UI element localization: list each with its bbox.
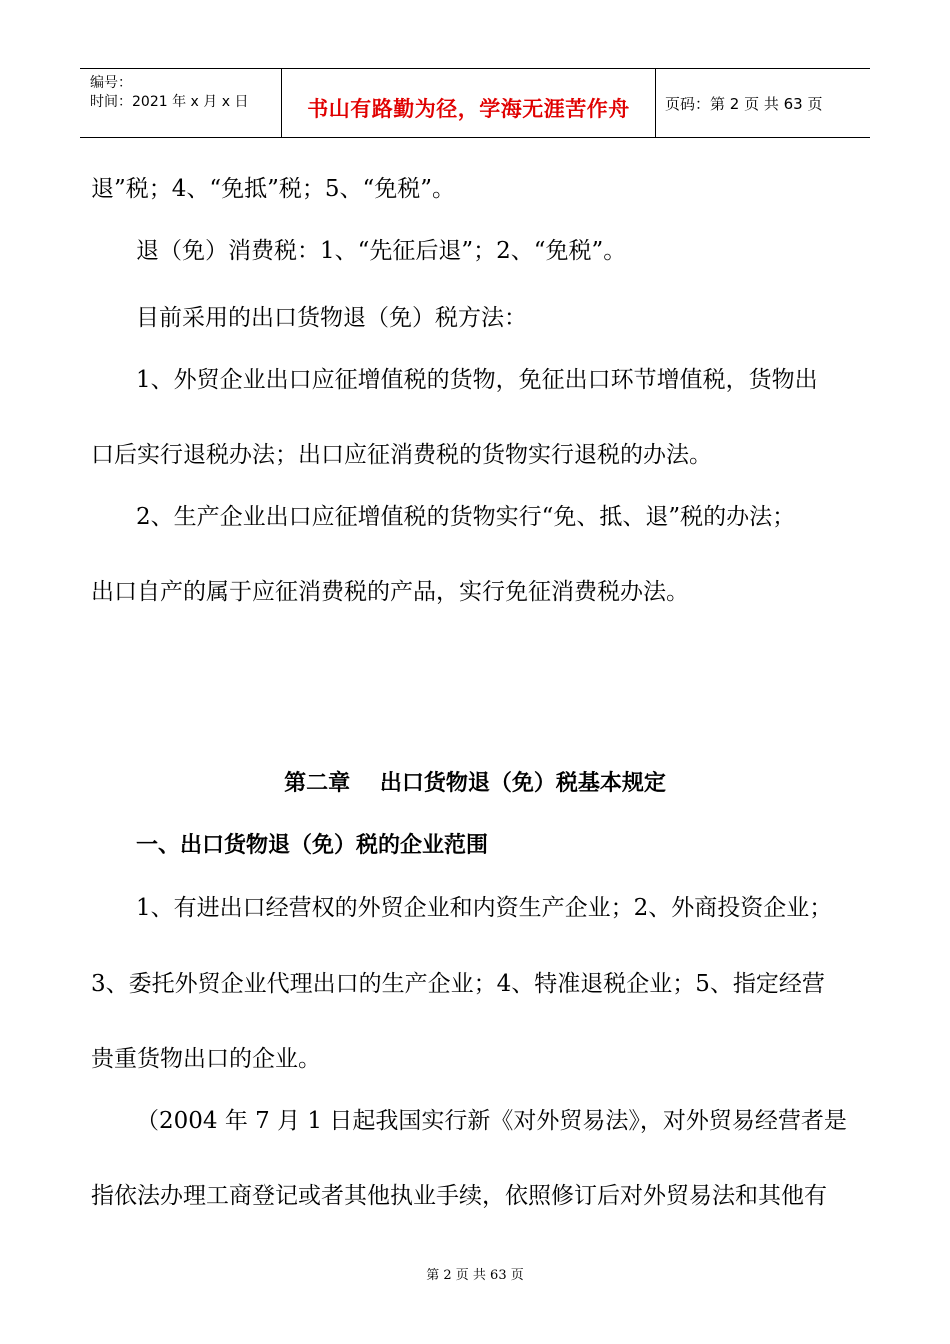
header-page-info: 页码：第 2 页 共 63 页 bbox=[665, 95, 823, 113]
header-motto-cell bbox=[282, 69, 656, 137]
page-header bbox=[80, 68, 870, 138]
body-paragraph-line: 目前采用的出口货物退（免）税方法： bbox=[136, 305, 527, 331]
body-paragraph-line: 贵重货物出口的企业。 bbox=[91, 1046, 321, 1072]
body-paragraph-line: 1、有进出口经营权的外贸企业和内资生产企业；2、外商投资企业； bbox=[136, 895, 833, 921]
body-paragraph-line: 指依法办理工商登记或者其他执业手续，依照修订后对外贸易法和其他有 bbox=[91, 1183, 827, 1209]
body-paragraph-line: 3、委托外贸企业代理出口的生产企业；4、特准退税企业；5、指定经营 bbox=[91, 971, 825, 997]
header-motto: 书山有路勤为径，学海无涯苦作舟 bbox=[307, 97, 630, 121]
body-paragraph-line: （2004 年 7 月 1 日起我国实行新《对外贸易法》，对外贸易经营者是 bbox=[136, 1108, 847, 1134]
header-meta-cell bbox=[80, 69, 282, 137]
body-paragraph-line: 出口自产的属于应征消费税的产品，实行免征消费税办法。 bbox=[91, 579, 689, 605]
body-paragraph-line: 退（免）消费税：1、“先征后退”；2、“免税”。 bbox=[136, 238, 627, 264]
chapter-title: 第二章 出口货物退（免）税基本规定 bbox=[284, 771, 666, 796]
body-paragraph-line: 1、外贸企业出口应征增值税的货物，免征出口环节增值税，货物出 bbox=[136, 367, 818, 393]
page-footer: 第 2 页 共 63 页 bbox=[426, 1268, 524, 1283]
document-number-label: 编号： bbox=[90, 75, 132, 91]
body-paragraph-line: 口后实行退税办法；出口应征消费税的货物实行退税的办法。 bbox=[91, 442, 712, 468]
body-paragraph-line: 退”税；4、“免抵”税；5、“免税”。 bbox=[91, 176, 456, 202]
body-paragraph-line: 2、生产企业出口应征增值税的货物实行“免、抵、退”税的办法； bbox=[136, 504, 796, 530]
section-title: 一、出口货物退（免）税的企业范围 bbox=[136, 833, 489, 858]
header-page-cell bbox=[656, 69, 870, 137]
document-date-label: 时间：2021 年 x 月 x 日 bbox=[90, 94, 249, 110]
